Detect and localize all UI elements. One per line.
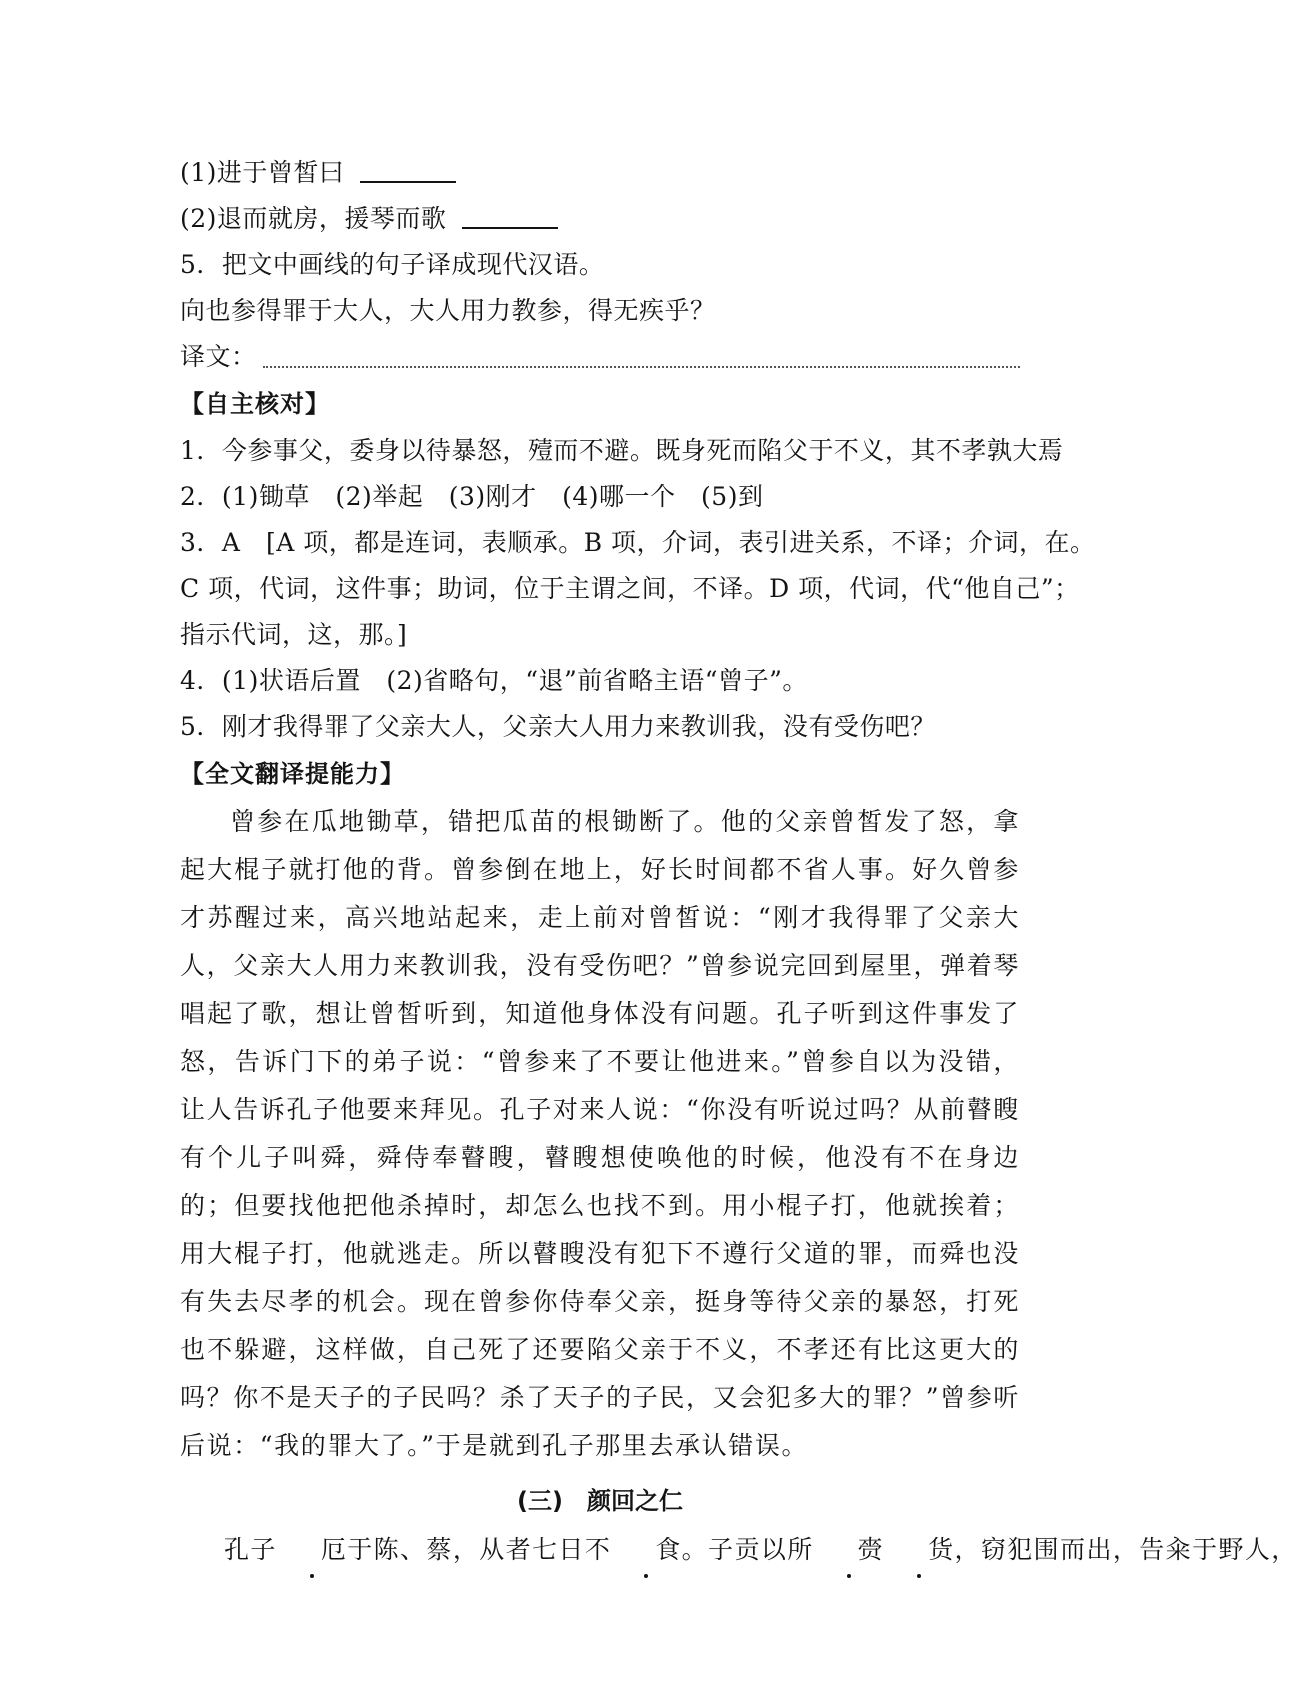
translation-answer-line[interactable] [263,366,1020,368]
question-4-item-2 [180,196,1020,242]
translation-label: 译文： [180,342,257,371]
emphasis-dotted-char: 赍 [814,1528,884,1572]
article-3-title: (三) 颜回之仁 [517,1487,683,1515]
question-5-prompt: 5．把文中画线的句子译成现代汉语。 [180,250,605,279]
answer-5: 5．刚才我得罪了父亲大人，父亲大人用力来教训我，没有受伤吧？ [180,712,936,741]
question-4-item-1 [180,150,1020,196]
article-text-segment: 。子贡以所 [681,1535,814,1564]
emphasis-dotted-char: 货 [884,1528,954,1572]
article-3-first-line [180,1528,1298,1572]
answer-2: 2．(1)锄草 (2)举起 (3)刚才 (4)哪一个 (5)到 [180,482,764,511]
full-translation-heading: 【全文翻译提能力】 [180,760,405,788]
answer-3-line-3: 指示代词，这，那。] [180,620,408,649]
answer-3-line-1: 3．A [A 项，都是连词，表顺承。B 项，介词，表引进关系，不译；介词，在。 [180,528,1096,557]
answer-blank[interactable] [360,159,456,183]
question-4-item-1-text: (1)进于曾皙曰 [180,158,345,187]
answer-3-line-2: C 项，代词，这件事；助词，位于主谓之间，不译。D 项，代词，代“他自己”； [180,574,1080,603]
answer-1: 1．今参事父，委身以待暴怒，殪而不避。既身死而陷父于不义，其不孝孰大焉 [180,436,1064,465]
article-text-segment: ，窃犯围而出，告籴于野人， [954,1535,1298,1564]
document-page [180,150,1298,1572]
question-5-sentence: 向也参得罪于大人，大人用力教参，得无疾乎？ [180,296,716,325]
answer-4: 4．(1)状语后置 (2)省略句，“退”前省略主语“曾子”。 [180,666,808,695]
translation-answer-row [180,334,1020,380]
emphasis-dotted-char: 厄 [277,1528,347,1572]
answer-blank[interactable] [462,205,558,229]
article-text-segment: 孔子 [224,1535,277,1564]
full-translation-paragraph: 曾参在瓜地锄草，错把瓜苗的根锄断了。他的父亲曾皙发了怒，拿起大棍子就打他的背。曾参倒在地上，好长时间都不省人事。好久曾参才苏醒过来，高兴地站起来，走上前对曾皙说：“刚才我得罪了父亲大人，父亲大人用力来教训我，没有受伤吧？”曾参说完回到屋里，弹着琴唱起了歌，想让曾皙听到，知道他身体没有问题。孔子听到这件事发了怒，告诉门下的弟子说：“曾参来了不要让他进来。”曾参自以为没错，让人告诉孔子他要来拜见。孔子对来人说：“你没有听说过吗？从前瞽瞍有个儿子叫舜，舜侍奉瞽瞍，瞽瞍想使唤他的时候，他没有不在身边的；但要找他把他杀掉时，却怎么也找不到。用小棍子打，他就挨着；用大棍子打，他就逃走。所以瞽瞍没有犯下不遵行父道的罪，而舜也没有失去尽孝的机会。现在曾参你侍奉父亲，挺身等待父亲的暴怒，打死也不躲避，这样做，自己死了还要陷父亲于不义，不孝还有比这更大的吗？你不是天子的子民吗？杀了天子的子民，又会犯多大的罪？”曾参听后说：“我的罪大了。”于是就到孔子那里去承认错误。 [180,807,1020,1460]
question-4-item-2-text: (2)退而就房，援琴而歌 [180,204,447,233]
emphasis-dotted-char: 食 [611,1528,681,1572]
self-check-heading: 【自主核对】 [180,390,330,418]
article-text-segment: 于陈、蔡，从者七日不 [347,1535,612,1564]
